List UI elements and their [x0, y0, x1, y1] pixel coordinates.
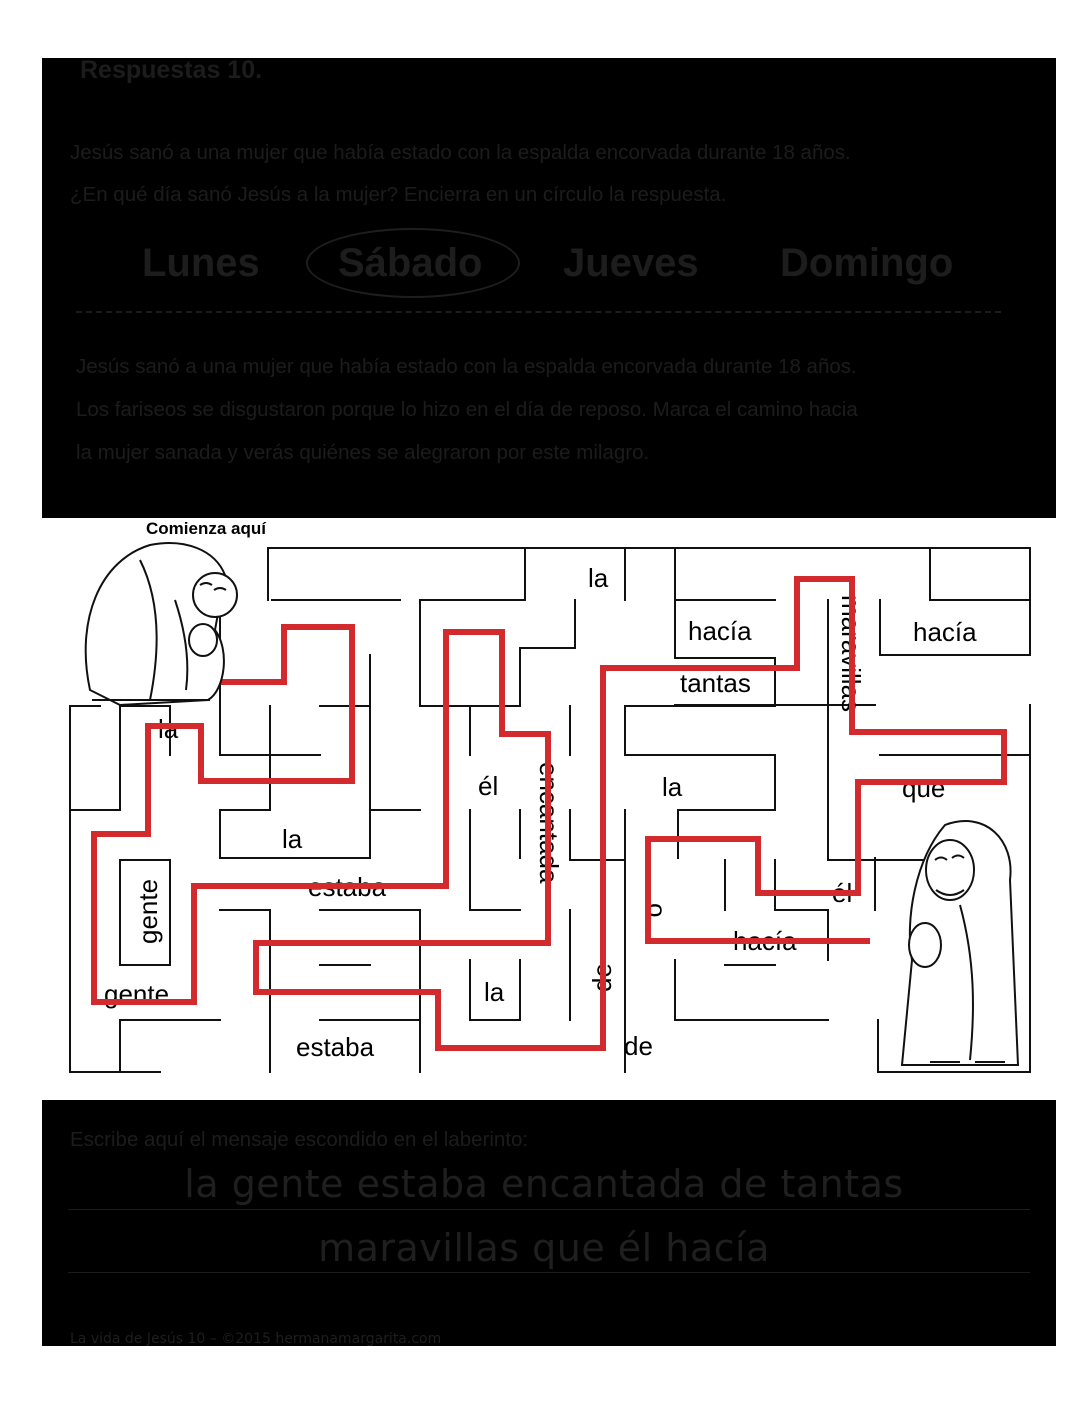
maze-words: [104, 563, 977, 1062]
maze-word: hacía: [688, 616, 752, 646]
writing-line: [68, 1272, 1030, 1273]
writing-line: [68, 1209, 1030, 1210]
q2-line-2: Los fariseos se disgustaron porque lo hizo en el día de reposo. Marca el camino hacia: [76, 398, 858, 421]
option-lunes[interactable]: Lunes: [142, 241, 260, 285]
maze-word: estaba: [308, 872, 387, 902]
maze-word: la: [282, 824, 303, 854]
option-sabado[interactable]: Sábado: [338, 241, 483, 285]
q2-line-3: la mujer sanada y verás quiénes se alegraron por este milagro.: [76, 441, 650, 464]
maze-word: gente: [133, 878, 163, 944]
maze-word: maravillas: [836, 595, 866, 713]
maze-word: gente: [104, 979, 170, 1009]
option-domingo[interactable]: Domingo: [780, 241, 954, 285]
maze-word: la: [588, 563, 609, 593]
woman-healed-illustration: [902, 821, 1018, 1065]
woman-start-illustration: [86, 543, 237, 705]
maze-word: la: [158, 714, 179, 744]
q1-line-1: Jesús sanó a una mujer que había estado con la espalda encorvada durante 18 años.: [70, 141, 851, 164]
maze-word: encantada: [534, 762, 564, 884]
maze-word: tantas: [680, 668, 751, 698]
maze-word: la: [484, 977, 505, 1007]
maze-word: hacía: [733, 926, 797, 956]
maze-word: estaba: [296, 1032, 375, 1062]
maze-word: de: [624, 1031, 653, 1061]
q1-line-2: ¿En qué día sanó Jesús a la mujer? Encierra en un círculo la respuesta.: [70, 183, 727, 206]
answer-prompt: Escribe aquí el mensaje escondido en el laberinto:: [70, 1128, 529, 1151]
maze-word: o: [642, 903, 672, 918]
footer-credit: La vida de Jesús 10 – ©2015 hermanamargarita.com: [70, 1331, 442, 1347]
q2-line-1: Jesús sanó a una mujer que había estado con la espalda encorvada durante 18 años.: [76, 355, 857, 378]
page-title: Respuestas 10.: [80, 56, 263, 84]
maze-word: la: [662, 772, 683, 802]
maze-word: hacía: [913, 617, 977, 647]
maze-word: él: [478, 771, 499, 801]
answer-line-1: la gente estaba encantada de tantas: [184, 1162, 904, 1206]
start-label: Comienza aquí: [146, 519, 266, 538]
answer-line-2: maravillas que él hacía: [318, 1226, 770, 1270]
maze-word: de: [587, 963, 617, 992]
maze-word: que: [902, 773, 946, 803]
dashed-separator: [76, 311, 1001, 313]
solution-path: [94, 579, 1004, 1048]
option-jueves[interactable]: Jueves: [563, 241, 699, 285]
maze-walls: [70, 548, 1030, 1072]
maze-word: él: [832, 878, 853, 908]
